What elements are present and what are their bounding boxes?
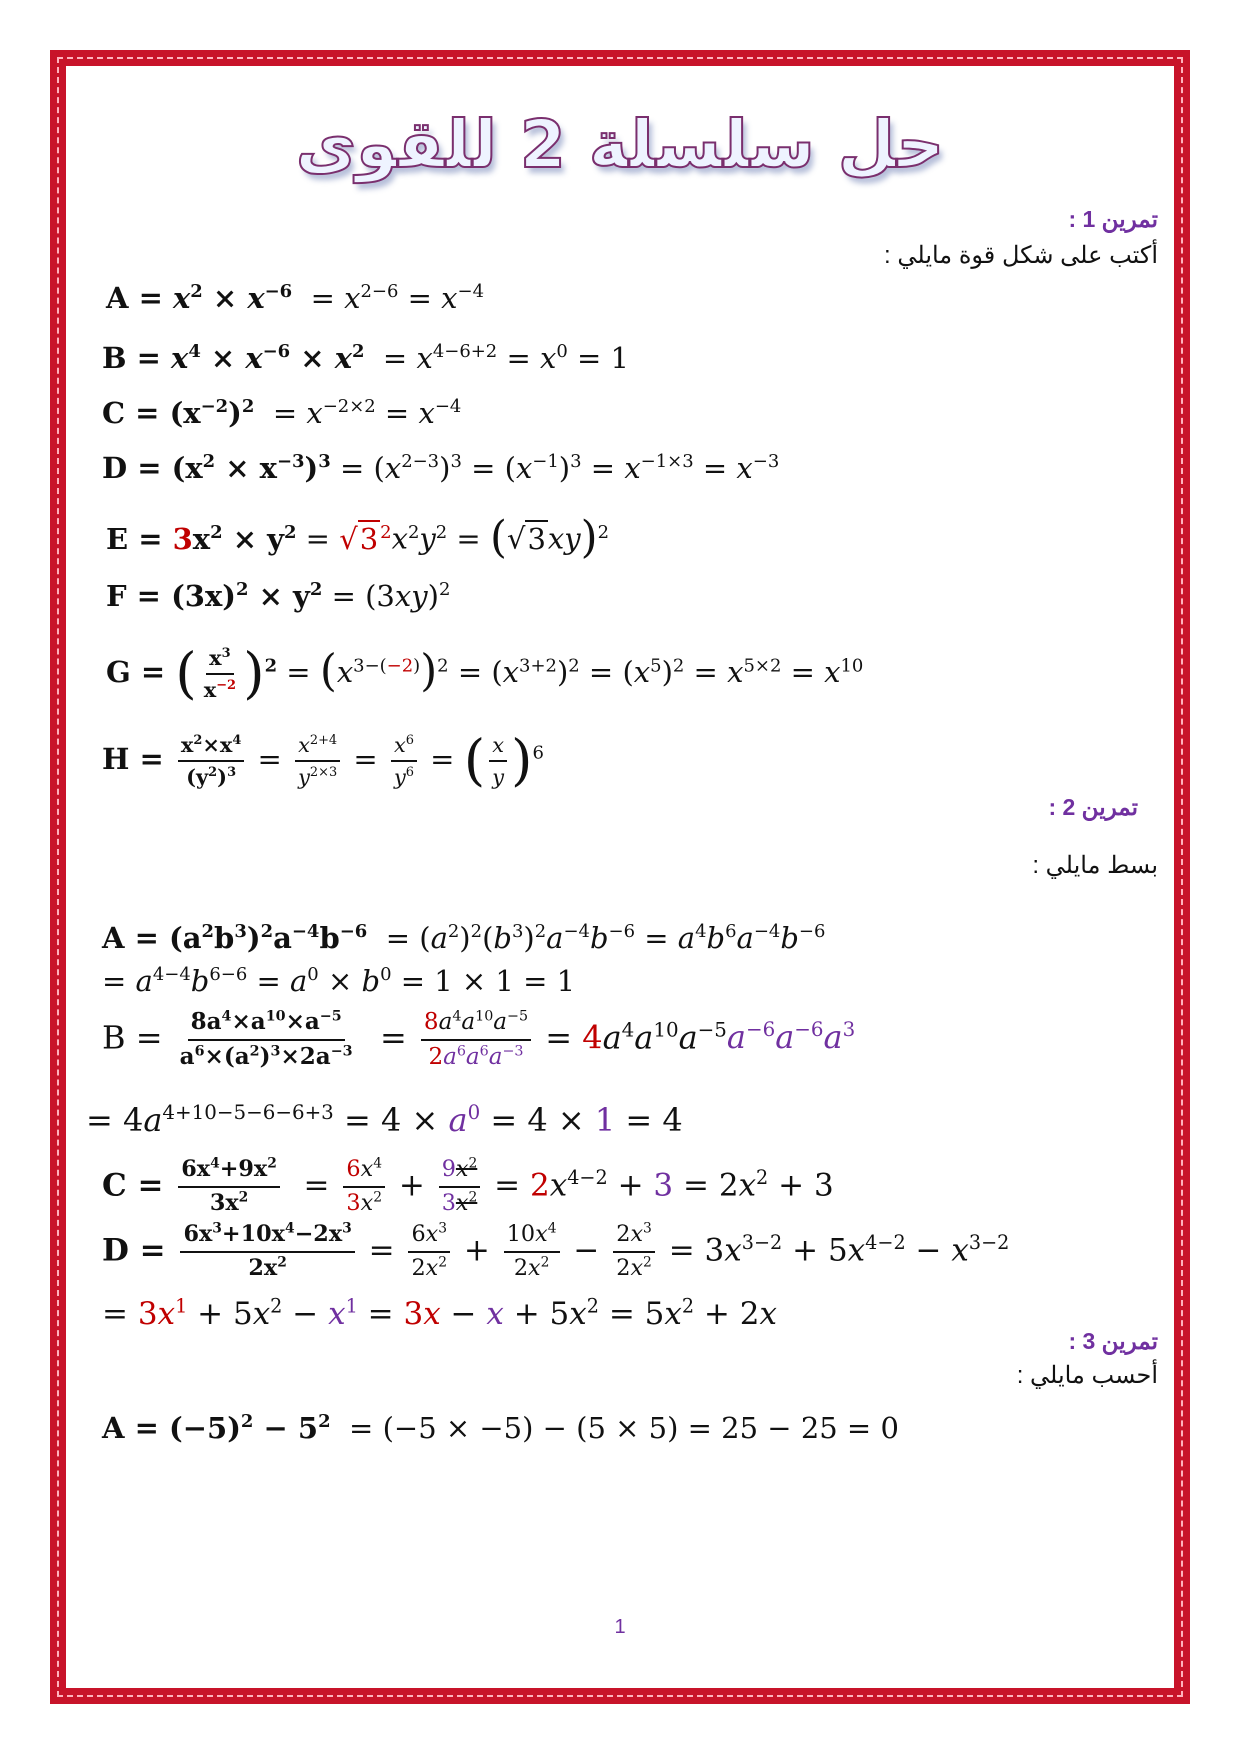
- equation-1h: H = $\frac{x^2\times x^4}{(y^2)^3}$ = $\frac{x^{2+4}}{y^{2\times 3}}$ = $\frac{x^6}{y^6}$ = ( $\frac{x}{y}$ )$^6$: [102, 728, 544, 792]
- equation-2d-line2: = $3x^1 + 5x^2 - x^1 = 3x - x + 5x^2 = 5x^2 + 2x$: [102, 1294, 777, 1332]
- equation-3a: $A = (-5)^2 - 5^2 = (-5 \times -5) - (5 \times 5) = 25 - 25 = 0$: [102, 1411, 899, 1445]
- equation-1b: $B = x^4 \times x^{-6} \times x^2 = x^{4-6+2} = x^0 = 1$: [102, 341, 629, 375]
- equation-2c: C = $\frac{6x^4+9x^2}{3x^2}$ = $\frac{6x^4}{3x^2}$ + $\frac{9x^2}{3x^2}$ = $2x^{4-2} + 3 = 2x^2 + 3$: [102, 1155, 834, 1216]
- equation-1g: G = ( $\frac{x^3}{x^{-2}}$ )$^2 = (x^{3-(-2)})^2 = (x^{3+2})^2 = (x^5)^2 = x^{5\times 2} = x^{10}$: [106, 641, 864, 705]
- exercise-3-heading: تمرين 3 :: [1068, 1328, 1158, 1354]
- equation-1c: $C = (x^{-2})^2 = x^{-2\times 2} = x^{-4}$: [102, 396, 462, 430]
- exercise-1-instruction: أكتب على شكل قوة مايلي :: [884, 242, 1158, 269]
- exercise-1-heading: تمرين 1 :: [1068, 206, 1158, 232]
- page-content: [66, 66, 1174, 1688]
- equation-1d: $D = (x^2 \times x^{-3})^3 = (x^{2-3})^3 = (x^{-1})^3 = x^{-1\times 3} = x^{-3}$: [102, 451, 780, 485]
- equation-2a-line1: $A = (a^2b^3)^2a^{-4}b^{-6} = (a^2)^2(b^3)^2a^{-4}b^{-6} = a^4b^6a^{-4}b^{-6}$: [102, 921, 826, 955]
- equation-1e: $E = 3x^2 \times y^2 = √3$ $^2x^2y^2 = (√3xy)^2$: [106, 513, 610, 563]
- page-number: 1: [614, 1616, 626, 1638]
- equation-1a: $A = x^2 \times x^{-6} = x^{2-6} = x^{-4}$: [106, 281, 485, 315]
- equation-2d-line1: D = $\frac{6x^3+10x^4-2x^3}{2x^2}$ = $\frac{6x^3}{2x^2}$ + $\frac{10x^4}{2x^2}$ − $\frac{2x^3}{2x^2}$ = $3x^{3-2} + 5x^{4-2} - x^{3-2}$: [102, 1220, 1010, 1281]
- page-title: حل سلسلة 2 للقوى: [295, 106, 945, 183]
- equation-2b-line2: = $4a^{4+10-5-6-6+3} = 4 \times a^0 = 4 \times 1 = 4$: [86, 1101, 683, 1139]
- exercise-2-heading: تمرين 2 :: [1048, 794, 1138, 820]
- exercise-2-instruction: بسط مايلي :: [1032, 852, 1158, 879]
- equation-1f: $F = (3x)^2 \times y^2 = (3xy)^2$: [106, 579, 451, 613]
- exercise-3-instruction: أحسب مايلي :: [1016, 1362, 1158, 1389]
- equation-2a-line2: = $a^{4-4}b^{6-6} = a^0 \times b^0 = 1 \times 1 = 1$: [102, 964, 576, 998]
- equation-2b-line1: B = $\frac{8a^4\times a^{10}\times a^{-5}}{a^6\times(a^2)^3\times 2a^{-3}}$ = $\frac{8a^4a^{10}a^{-5}}{2a^6a^6a^{-3}}$ = $4a^4a^{10}a^{-5}a^{-6}a^{-6}a^3$: [102, 1008, 856, 1070]
